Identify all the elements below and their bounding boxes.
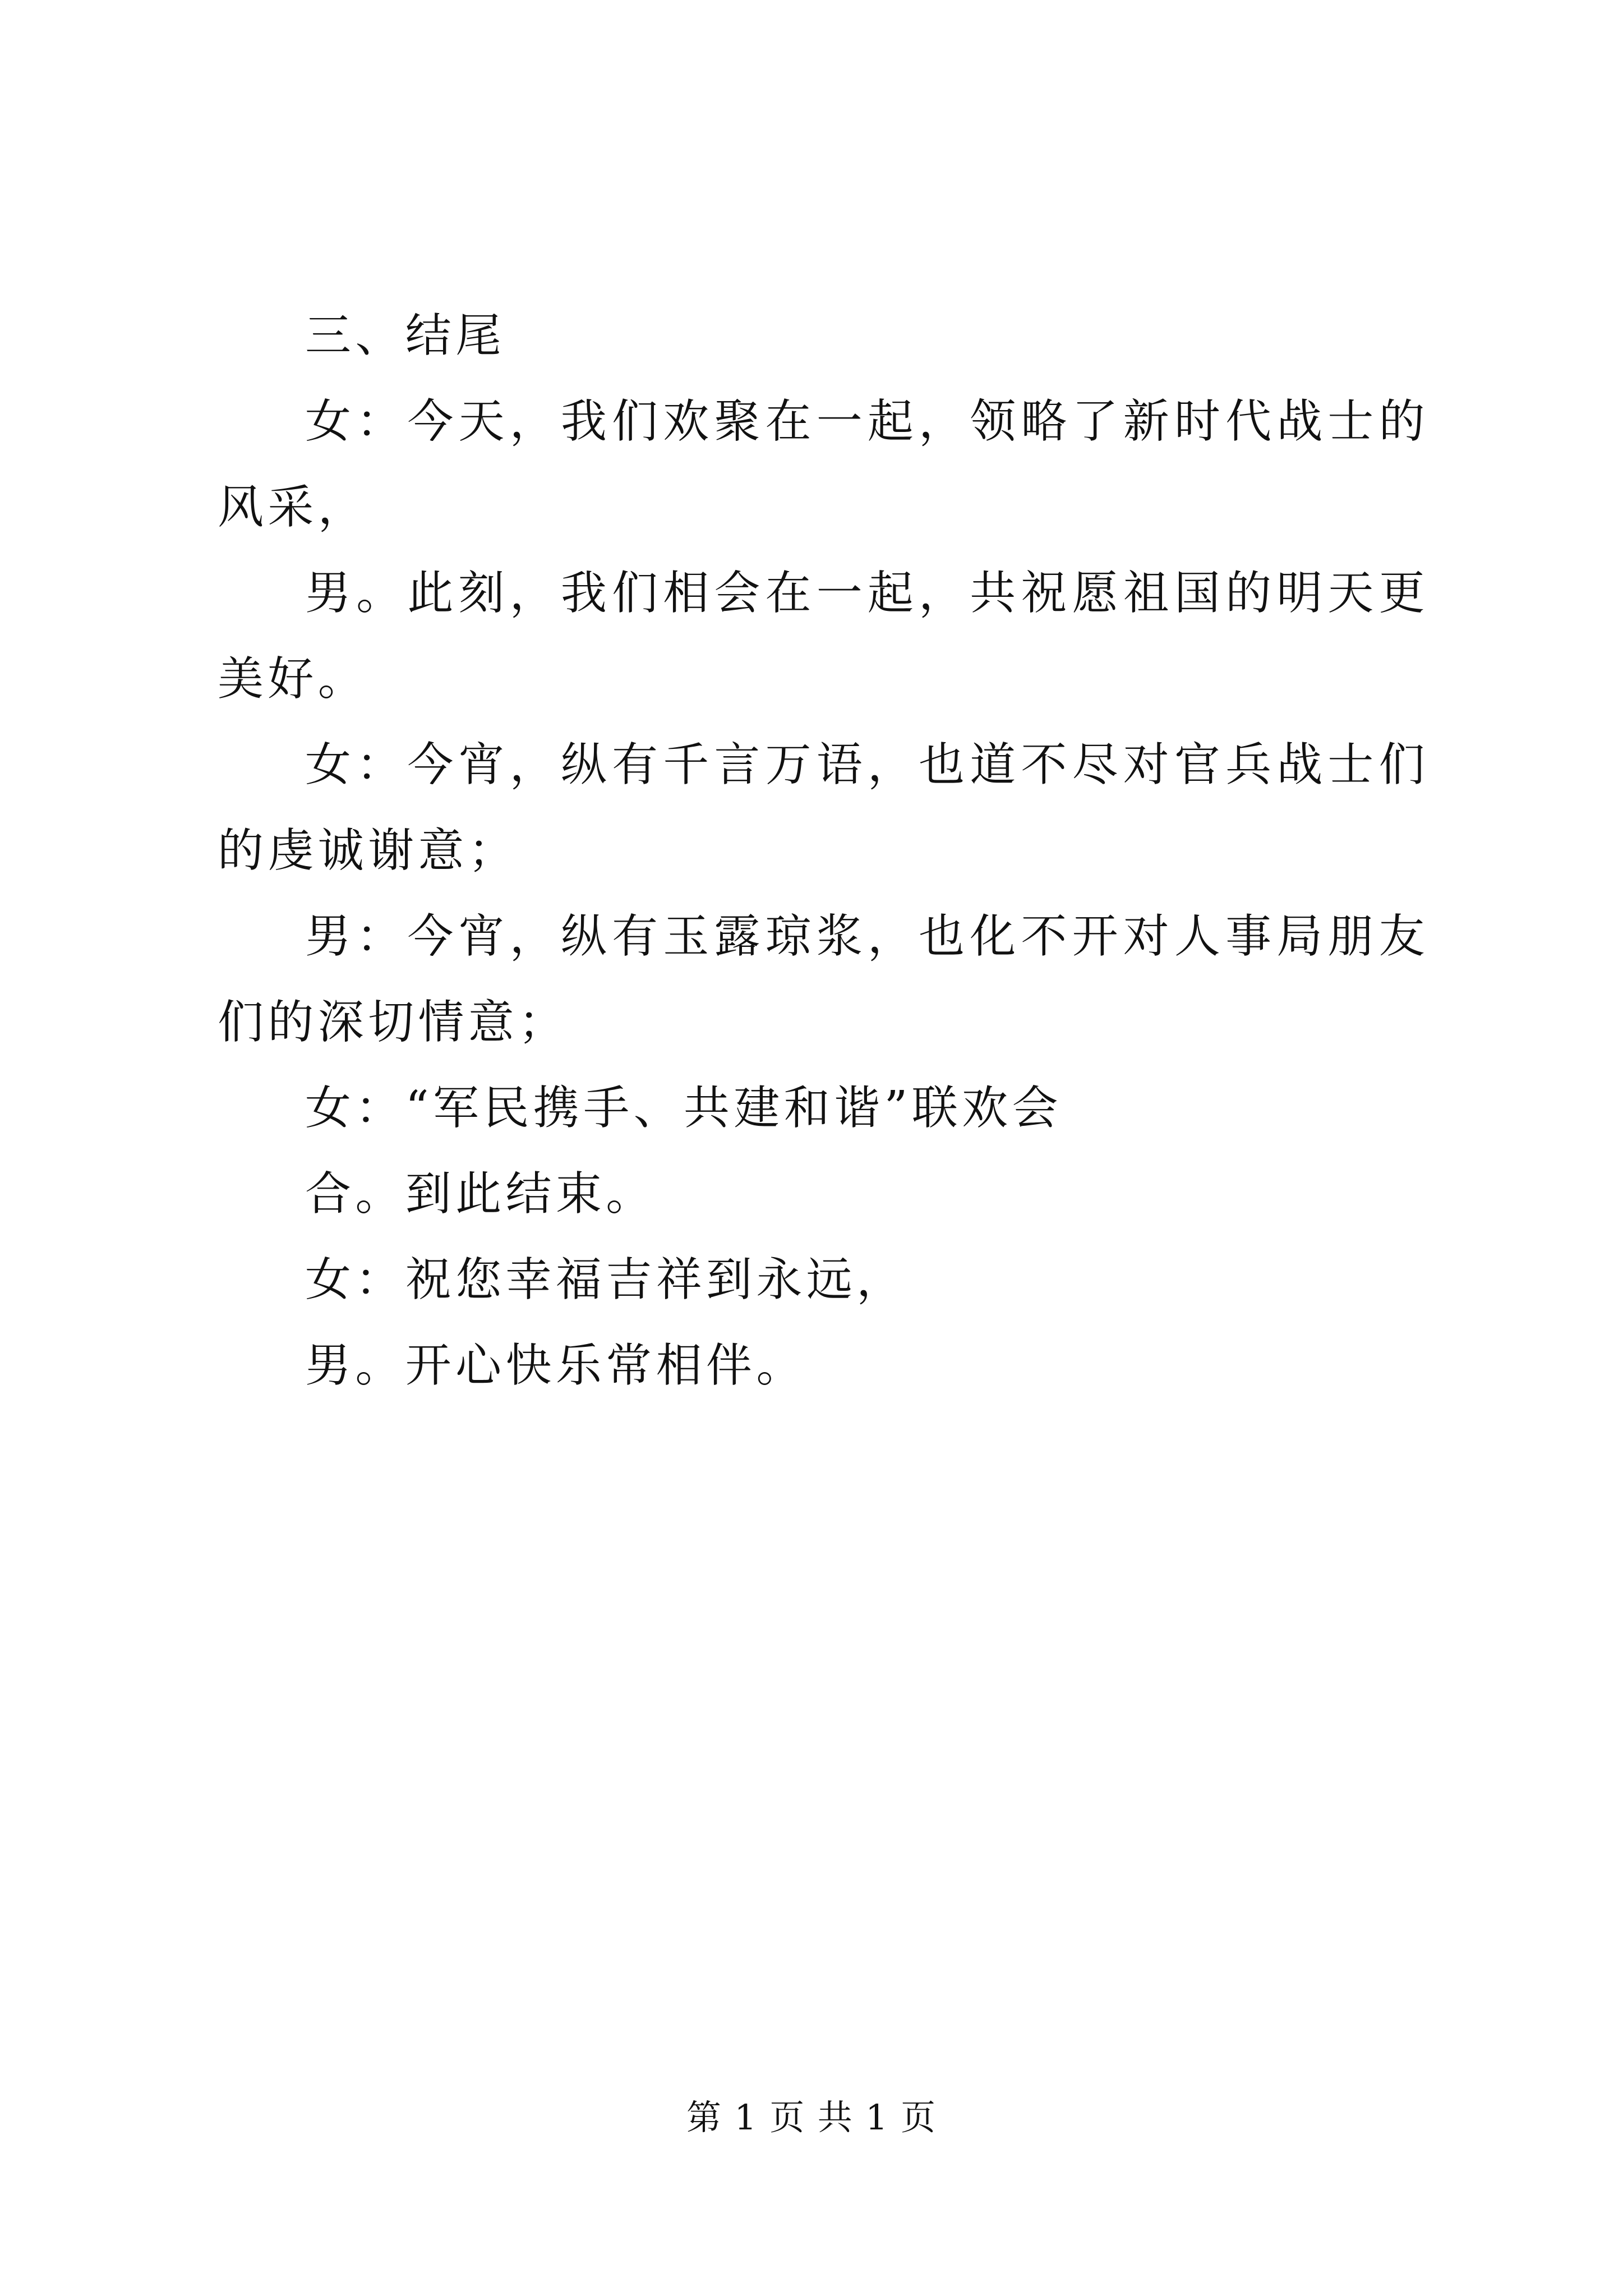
paragraph: 男：今宵，纵有玉露琼浆，也化不开对人事局朋友们的深切情意； bbox=[218, 910, 1429, 1049]
paragraph: 男。此刻，我们相会在一起，共祝愿祖国的明天更美好。 bbox=[218, 567, 1429, 706]
page-number: 第 1 页 共 1 页 bbox=[686, 2097, 937, 2138]
paragraph: 合。到此结束。 bbox=[305, 1167, 656, 1221]
paragraph: 女：今天，我们欢聚在一起，领略了新时代战士的风采， bbox=[218, 395, 1429, 534]
paragraph: 女：今宵，纵有千言万语，也道不尽对官兵战士们的虔诚谢意； bbox=[218, 738, 1429, 877]
paragraph: 女：祝您幸福吉祥到永远， bbox=[305, 1253, 907, 1306]
paragraph: 女：“军民携手、共建和谐”联欢会 bbox=[305, 1082, 1062, 1135]
paragraph: 男。开心快乐常相伴。 bbox=[305, 1339, 806, 1392]
section-heading: 三、结尾 bbox=[305, 309, 506, 362]
document-body bbox=[218, 293, 1429, 1409]
page-footer bbox=[0, 2095, 1623, 2140]
